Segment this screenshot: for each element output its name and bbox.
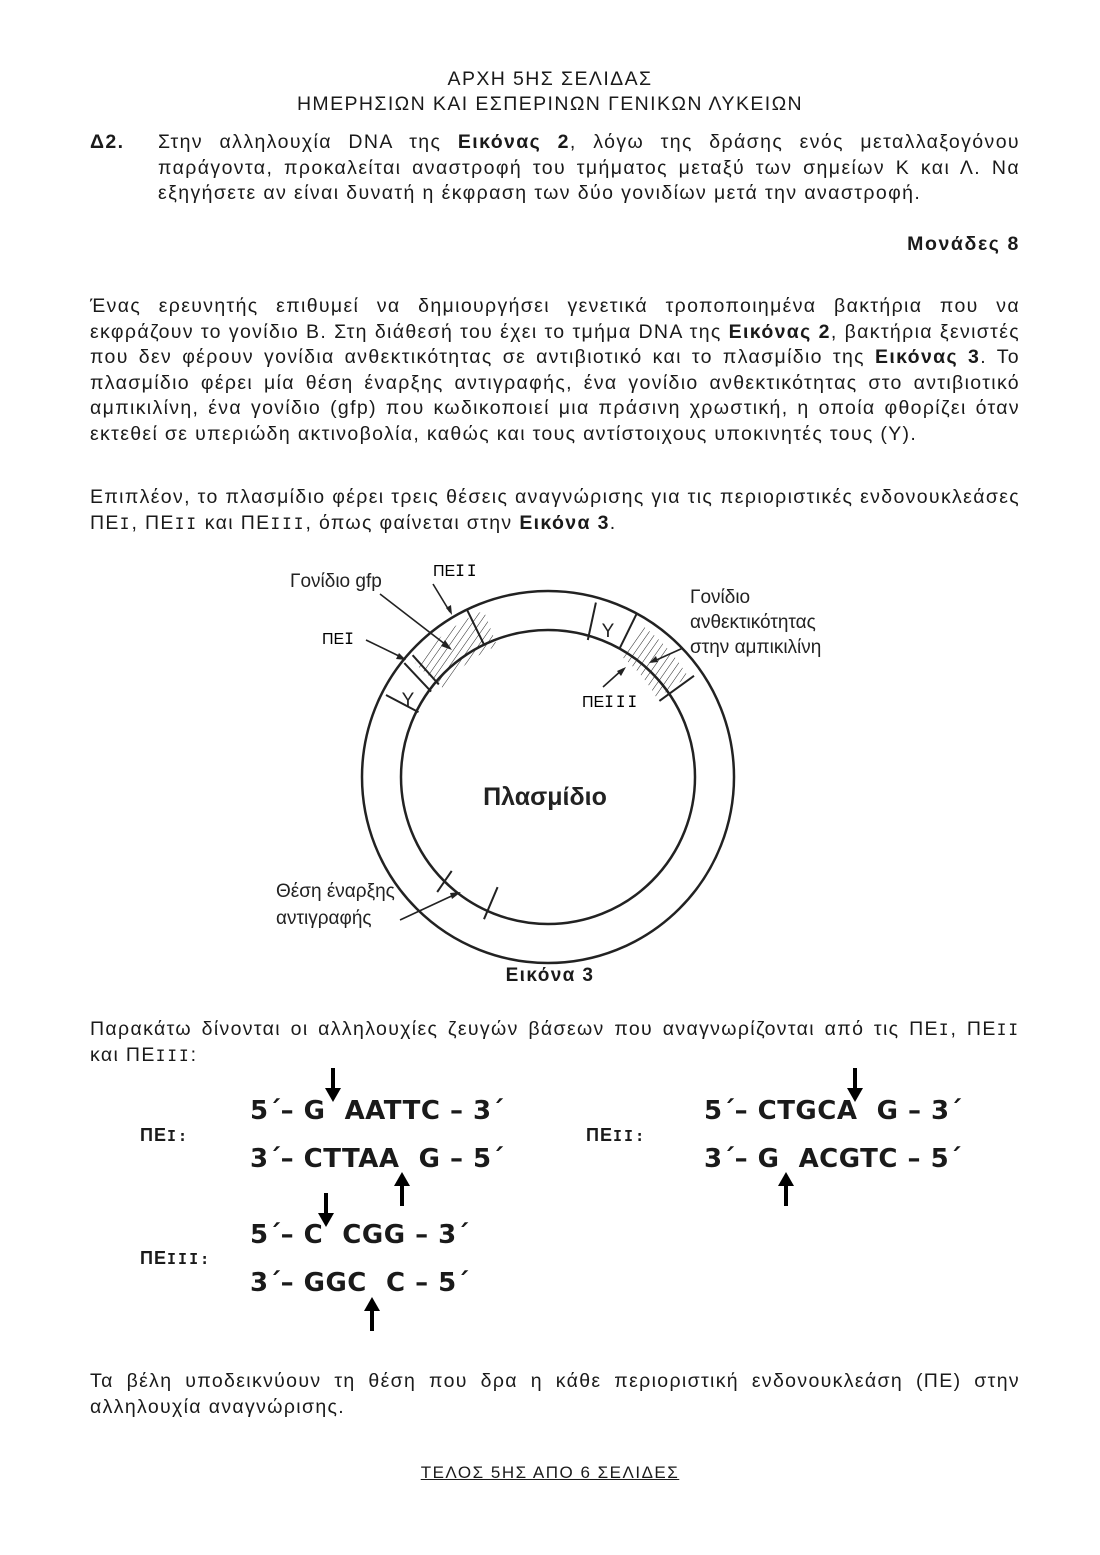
figure-caption: Εικόνα 3 xyxy=(505,965,595,986)
pe1-label: ΠΕΙ xyxy=(322,629,356,648)
figure-ref: Εικόνας 2 xyxy=(728,320,831,343)
text-span: , ΠΕ xyxy=(131,511,175,534)
question-text-part: , λόγω της δράσης ενός μεταλλαξογόνου παράγοντα, προκαλείται αναστροφή του τμήματος μεταξύ των σημείων Κ και Λ. Να εξηγήσετε αν είναι δυνατή η έκφραση των δύο γονιδίων μετά την αναστροφή. xyxy=(158,131,1020,204)
enzyme-numeral: Ι: xyxy=(167,1127,190,1145)
text-span: Επιπλέον, το πλασμίδιο φέρει τρεις θέσεις αναγνώρισης για τις περιοριστικές ενδονουκλεάσες ΠΕ xyxy=(90,486,1020,534)
enzyme-numeral: ΙΙ xyxy=(996,1020,1020,1039)
text-span: . Το πλασμίδιο φέρει μία θέση έναρξης αντιγραφής, ένα γονίδιο ανθεκτικότητας στο αντιβιοτικό αμπικιλίνη, ένα γονίδιο (gfp) που κωδικοποιεί μια πράσινη χρωστική, η οποία φθορίζει όταν εκτεθεί σε υπεριώδη ακτινοβολία, καθώς και τους αντίστοιχους υποκινητές τους (Υ). xyxy=(90,346,1021,445)
figure-ref: Εικόνα 3 xyxy=(519,511,610,534)
gfp-gene-segment xyxy=(415,611,497,688)
pe2-bottom-strand: 3΄– G ACGTC – 5΄ xyxy=(704,1144,962,1174)
enzyme-prefix: ΠΕ xyxy=(140,1125,168,1145)
amp-gene-label-3: στην αμπικιλίνη xyxy=(690,637,822,658)
paragraph-sequences-intro xyxy=(90,1017,1020,1068)
enzyme-numeral: ΙΙ: xyxy=(613,1127,647,1145)
pe3-top-strand: 5΄– C CGG – 3΄ xyxy=(250,1220,469,1250)
plasmid-outer-ring xyxy=(362,591,734,963)
ori-label-2: αντιγραφής xyxy=(276,908,372,929)
pe1-top-strand: 5΄– G AATTC – 3΄ xyxy=(250,1096,504,1126)
page-header-line2: ΗΜΕΡΗΣΙΩΝ ΚΑΙ ΕΣΠΕΡΙΝΩΝ ΓΕΝΙΚΩΝ ΛΥΚΕΙΩΝ xyxy=(296,93,804,115)
text-span: και ΠΕ xyxy=(90,1043,156,1066)
plasmid-center-label: Πλασμίδιο xyxy=(483,783,607,811)
enzyme-pe2-label xyxy=(586,1125,646,1146)
enzyme-pe1-label xyxy=(140,1125,189,1146)
pe2-top-strand: 5΄– CTGCA G – 3΄ xyxy=(704,1096,962,1126)
enzyme-numeral: ΙΙΙ xyxy=(270,513,306,533)
enzyme-prefix: ΠΕ xyxy=(586,1125,614,1145)
enzyme-numeral: Ι xyxy=(938,1020,951,1039)
page-footer-text: ΤΕΛΟΣ 5ΗΣ ΑΠΟ 6 ΣΕΛΙΔΕΣ xyxy=(420,1463,680,1482)
text-span: και ΠΕ xyxy=(198,511,271,534)
pe3-bottom-strand: 3΄– GGC C – 5΄ xyxy=(250,1268,469,1298)
question-text-part: Στην αλληλουχία DNA της xyxy=(158,131,458,153)
page-header-line1: ΑΡΧΗ 5ΗΣ ΣΕΛΙΔΑΣ xyxy=(447,68,653,90)
enzyme-numeral: ΙΙΙ xyxy=(155,1045,191,1065)
gfp-gene-label: Γονίδιο gfp xyxy=(290,571,382,592)
text-span: : xyxy=(190,1043,198,1066)
pe1-bottom-strand: 3΄– CTTAA G – 5΄ xyxy=(250,1144,504,1174)
question-marks: Μονάδες 8 xyxy=(907,233,1020,255)
amp-gene-label-1: Γονίδιο xyxy=(690,587,751,608)
text-span: Ένας ερευνητής επιθυμεί να δημιουργήσει γενετικά τροποποιημένα βακτήρια που να εκφράζουν το γονίδιο Β. Στη διάθεσή του έχει το τμήμα DNA της xyxy=(90,295,1020,343)
page-footer xyxy=(0,1463,1100,1483)
text-span: Παρακάτω δίνονται οι αλληλουχίες ζευγών βάσεων που αναγνωρίζονται από τις ΠΕ xyxy=(90,1018,939,1040)
text-span: , όπως φαίνεται στην xyxy=(305,511,520,534)
pointer-lines xyxy=(366,584,683,920)
enzyme-numeral: ΙΙΙ: xyxy=(167,1250,212,1268)
question-figure-ref: Εικόνας 2 xyxy=(457,131,570,153)
text-span: , ΠΕ xyxy=(950,1018,997,1040)
promoter-label-gfp: Υ xyxy=(401,690,415,711)
pe2-label: ΠΕΙΙ xyxy=(433,561,479,580)
enzyme-pe3-label xyxy=(140,1248,211,1269)
text-span: . xyxy=(609,511,617,534)
question-number: Δ2. xyxy=(90,131,125,153)
enzyme-prefix: ΠΕ xyxy=(140,1248,168,1268)
enzyme-numeral: Ι xyxy=(119,513,132,533)
pe3-label: ΠΕΙΙΙ xyxy=(582,692,640,711)
figure-ref: Εικόνας 3 xyxy=(874,346,981,368)
text-span: , βακτήρια ξενιστές που δεν φέρουν γονίδια ανθεκτικότητας σε αντιβιοτικό και το πλασμίδιο της xyxy=(90,320,1021,368)
amp-gene-label-2: ανθεκτικότητας xyxy=(690,612,816,633)
paragraph-arrows-note: Τα βέλη υποδεικνύουν τη θέση που δρα η κάθε περιοριστική ενδονουκλεάση (ΠΕ) στην αλληλουχία αναγνώρισης. xyxy=(90,1370,1020,1418)
promoter-label-amp: Υ xyxy=(601,621,615,642)
ori-label-1: Θέση έναρξης xyxy=(276,881,395,902)
enzyme-numeral: ΙΙ xyxy=(174,513,199,533)
